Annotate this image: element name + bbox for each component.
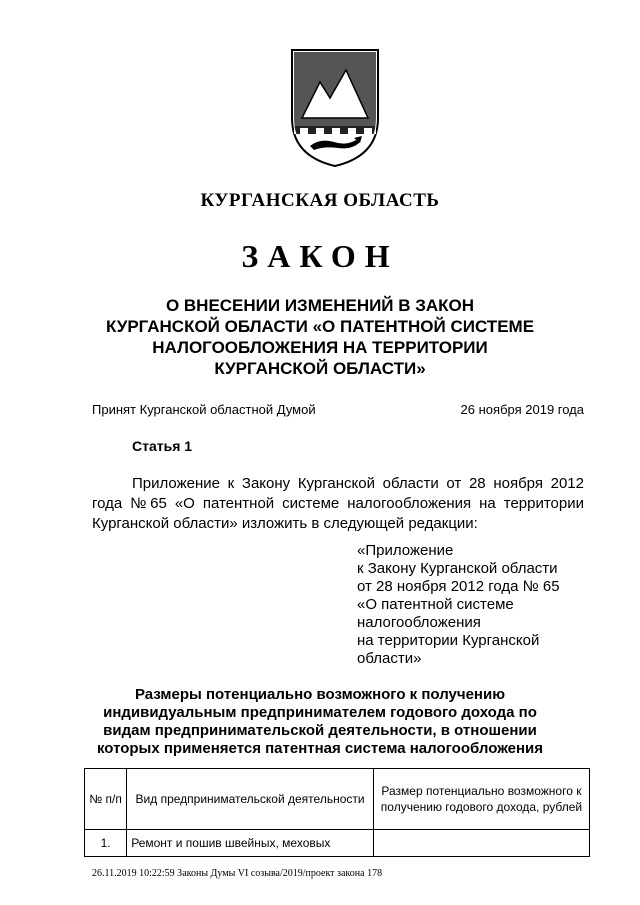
adoption-date: 26 ноября 2019 года	[460, 402, 584, 417]
article-text: Приложение к Закону Курганской области от 28 ноября 2012 года №65 «О патентной системе налогообложения на территории Курганской области» изложить в следующей редакции:	[92, 475, 584, 532]
footer-stamp: 26.11.2019 10:22:59 Законы Думы VI созыва/2019/проект закона 178	[92, 868, 383, 879]
table-title-line: Размеры потенциально возможного к получению	[134, 686, 506, 703]
appendix-line: области»	[357, 650, 422, 667]
appendix-line: от 28 ноября 2012 года № 65	[357, 578, 560, 595]
law-title-line: НАЛОГООБЛОЖЕНИЯ НА ТЕРРИТОРИИ	[152, 338, 488, 357]
article-heading: Статья 1	[132, 438, 193, 454]
law-heading: ЗАКОН	[241, 238, 399, 274]
table-cell-income	[373, 830, 589, 857]
adopted-by: Принят Курганской областной Думой	[92, 402, 316, 417]
table-cell-activity: Ремонт и пошив швейных, меховых	[127, 830, 374, 857]
table-title-line: индивидуальным предпринимателем годового дохода по	[103, 704, 537, 721]
appendix-reference	[357, 542, 587, 668]
appendix-line: «О патентной системе	[357, 596, 514, 613]
table-title-line: видам предпринимательской деятельности, в отношении	[103, 722, 537, 739]
table-row	[85, 830, 590, 857]
column-header-income: Размер потенциально возможного к получению годового дохода, рублей	[373, 769, 589, 830]
column-header-activity: Вид предпринимательской деятельности	[127, 769, 374, 830]
table-title	[60, 686, 580, 758]
appendix-line: на территории Курганской	[357, 632, 540, 649]
coat-of-arms-emblem	[290, 48, 380, 168]
income-table	[84, 768, 590, 857]
region-heading: КУРГАНСКАЯ ОБЛАСТЬ	[200, 190, 440, 211]
appendix-line: к Закону Курганской области	[357, 560, 558, 577]
law-title-line: О ВНЕСЕНИИ ИЗМЕНЕНИЙ В ЗАКОН	[165, 296, 475, 315]
table-header-row	[85, 769, 590, 830]
table-cell-number: 1.	[85, 830, 127, 857]
table-title-line: которых применяется патентная система налогообложения	[96, 740, 544, 757]
law-title	[100, 295, 540, 379]
appendix-line: «Приложение	[357, 542, 454, 559]
appendix-line: налогообложения	[357, 614, 481, 631]
law-title-line: КУРГАНСКОЙ ОБЛАСТИ»	[214, 359, 426, 378]
column-header-number: № п/п	[85, 769, 127, 830]
law-title-line: КУРГАНСКОЙ ОБЛАСТИ «О ПАТЕНТНОЙ СИСТЕМЕ	[105, 317, 535, 336]
